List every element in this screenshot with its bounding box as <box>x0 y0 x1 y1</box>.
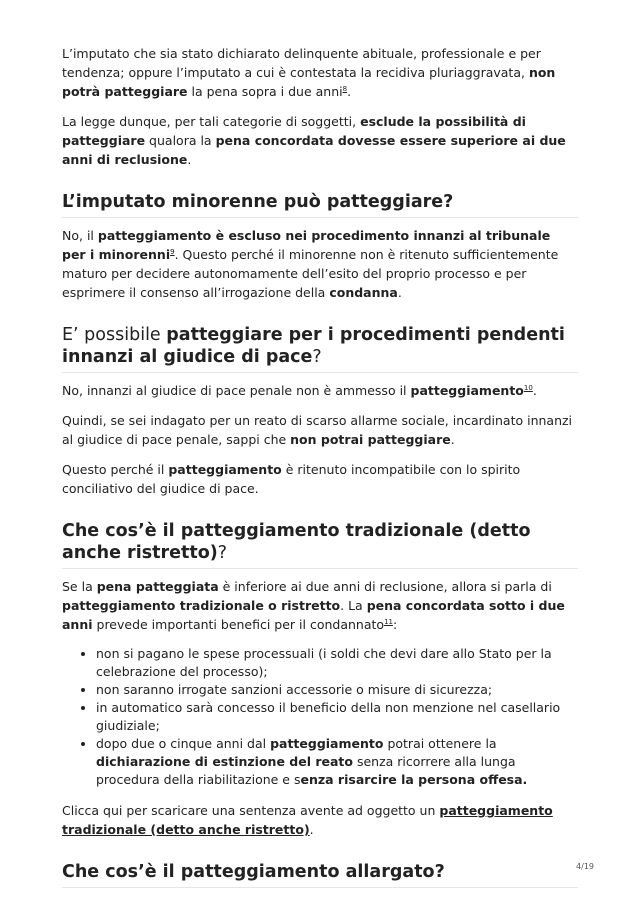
page-number: 4/19 <box>576 862 594 871</box>
heading-patteggiamento-tradizionale: Che cos’è il patteggiamento tradizionale (detto anche ristretto)? <box>62 520 578 569</box>
paragraph-recidiva: L’imputato che sia stato dichiarato delinquente abituale, professionale e per tendenza; oppure l’imputato a cui è contestata la recidiva pluriaggravata, non potrà patteggiare la pena sopra i due anni$^8$. <box>62 46 556 99</box>
footnote-ref-8[interactable]: 8 <box>342 85 348 93</box>
paragraph-download-sentenza: Clicca qui per scaricare una sentenza avente ad oggetto un patteggiamento tradizionale (detto anche ristretto). <box>62 803 553 837</box>
paragraph-categorie: La legge dunque, per tali categorie di soggetti, esclude la possibilità di patteggiare qualora la pena concordata dovesse essere superiore ai due anni di reclusione. <box>62 114 566 167</box>
footnote-ref-10[interactable]: 10 <box>523 384 533 392</box>
paragraph-minorenne: No, il patteggiamento è escluso nei procedimento innanzi al tribunale per i minorenni$^9$. Questo perché il minorenne non è ritenuto sufficientemente maturo per decidere autonomamente dell’esito del proprio processo e per esprimere il consenso all’irrogazione della condanna. <box>62 228 559 300</box>
list-item: • dopo due o cinque anni dal patteggiamento potrai ottenere la dichiarazione di estinzione del reato senza ricorrere alla lunga procedura della riabilitazione e senza risarcire la persona offesa. <box>96 735 578 789</box>
list-item: • non saranno irrogate sanzioni accessorie o misure di sicurezza; <box>96 681 578 699</box>
paragraph-giudice-pace-3: Questo perché il patteggiamento è ritenuto incompatibile con lo spirito conciliativo del giudice di pace. <box>62 462 521 496</box>
paragraph-pena-patteggiata: Se la pena patteggiata è inferiore ai due anni di reclusione, allora si parla di patteggiamento tradizionale o ristretto. La pena concordata sotto i due anni prevede importanti benefici per il condannato$^{11}$: <box>62 579 565 632</box>
heading-patteggiamento-allargato: Che cos’è il patteggiamento allargato? <box>62 861 578 888</box>
list-item: • non si pagano le spese processuali (i soldi che devi dare allo Stato per la celebrazione del processo); <box>96 645 578 681</box>
sentenza-link[interactable]: patteggiamento tradizionale (detto anche ristretto) <box>62 803 553 837</box>
list-item: • in automatico sarà concesso il beneficio della non menzione nel casellario giudiziale; <box>96 699 578 735</box>
paragraph-giudice-pace-2: Quindi, se sei indagato per un reato di scarso allarme sociale, incardinato innanzi al giudice di pace penale, sappi che non potrai patteggiare. <box>62 413 573 447</box>
document-page <box>62 44 578 896</box>
footnote-ref-11[interactable]: 11 <box>384 618 393 626</box>
heading-imputato-minorenne: L’imputato minorenne può patteggiare? <box>62 191 578 218</box>
heading-giudice-di-pace: E’ possibile patteggiare per i procedimenti pendenti innanzi al giudice di pace? <box>62 324 578 373</box>
benefits-list <box>62 645 578 789</box>
footnote-ref-9[interactable]: 9 <box>170 248 175 256</box>
paragraph-giudice-pace-1: No, innanzi al giudice di pace penale non è ammesso il patteggiamento$^{10}$. <box>62 383 537 398</box>
